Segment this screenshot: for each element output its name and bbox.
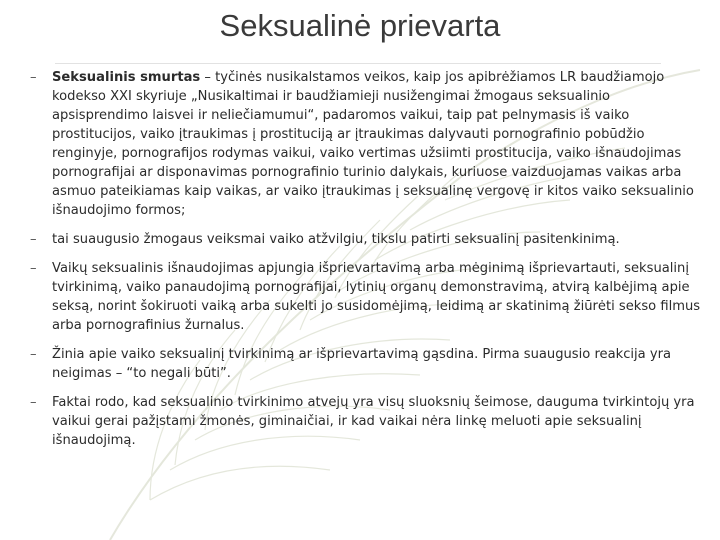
bullet-text: Žinia apie vaiko seksualinį tvirkinimą ar išprievartavimą gąsdina. Pirma suaugusio reakcija yra neigimas – “to negali būti”. [52,347,672,381]
list-item [30,230,708,249]
title-divider [55,63,661,64]
bullet-body: – tyčinės nusikalstamos veikos, kaip jos apibrėžiamos LR baudžiamojo kodekso XXI skyriuje „Nusikaltimai ir baudžiamieji nusižengimai žmogaus seksualinio apsisprendimo laisvei ir neliečiamumui“, padaromos vaikui, taip pat pelnymasis iš vaiko prostitucijos, vaiko įtraukimas į prostituciją ar įtraukimas dalyvauti pornografinio pobūdžio renginyje, pornografijos rodymas vaikui, vaiko vertimas užsiimti prostitucija, vaiko išnaudojimas pornografijai ar disponavimas pornografinio turinio dalykais, kuriuose vaizduojamas vaikas arba asmuo pateikiamas kaip vaikas, ar vaiko įtraukimas į seksualinę vergovę ir kitos vaiko seksualinio išnaudojimo formos; [52,70,694,218]
bullet-marker: – [30,232,37,247]
bullet-marker: – [30,70,37,85]
bullet-text: tai suaugusio žmogaus veiksmai vaiko atžvilgiu, tikslu patirti seksualinį pasitenkinimą. [52,232,620,247]
list-item [30,68,708,220]
list-item [30,393,708,450]
bullet-text [52,68,708,220]
slide-title: Seksualinė prievarta [219,8,501,43]
bullet-list [30,68,708,460]
bullet-lead: Seksualinis smurtas [52,70,201,85]
bullet-marker: – [30,395,37,410]
list-item [30,345,708,383]
bullet-text: Vaikų seksualinis išnaudojimas apjungia išprievartavimą arba mėginimą išprievartauti, seksualinį tvirkinimą, vaiko panaudojimą pornografijai, lytinių organų demonstravimą, atvirą kalbėjimą apie seksą, norint šokiruoti vaiką arba sukelti jo susidomėjimą, leidimą ar skatinimą žiūrėti sekso filmus arba pornografinius žurnalus. [52,261,701,333]
list-item [30,259,708,335]
bullet-marker: – [30,261,37,276]
bullet-marker: – [30,347,37,362]
bullet-text: Faktai rodo, kad seksualinio tvirkinimo atvejų yra visų sluoksnių šeimose, dauguma tvirkintojų yra vaikui gerai pažįstami žmonės, giminaičiai, ir kad vaikai nėra linkę meluoti apie seksualinį išnaudojimą. [52,395,695,448]
